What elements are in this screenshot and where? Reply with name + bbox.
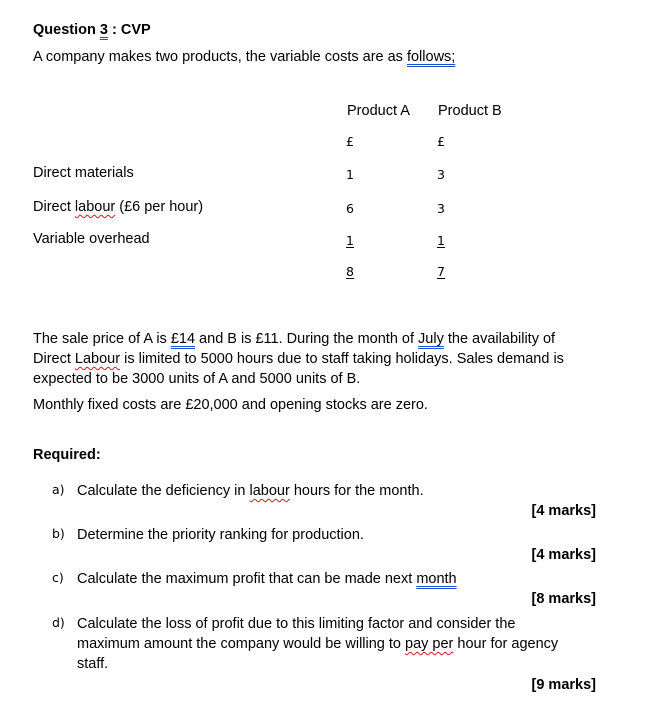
question-b-marks: [4 marks] <box>531 547 596 563</box>
currency-b: £ <box>437 134 445 149</box>
intro-text: A company makes two products, the variable costs are as follows; <box>33 49 456 65</box>
fixed-costs-paragraph: Monthly fixed costs are £20,000 and opening stocks are zero. <box>33 397 428 413</box>
question-c-text: Calculate the maximum profit that can be made next month <box>77 571 457 587</box>
question-c-letter: c) <box>52 570 64 585</box>
scenario-paragraph: The sale price of A is £14 and B is £11. During the month of July the availability of Direct Labour is limited to 5000 hours due to staff taking holidays. Sales demand is expected to be 3000 units of A and 5000 units of B. <box>33 331 564 387</box>
currency-a: £ <box>346 134 354 149</box>
row-1-b: 3 <box>437 201 445 216</box>
question-topic: CVP <box>120 22 151 38</box>
row-2-a: 1 <box>346 233 354 248</box>
total-b: 7 <box>437 264 445 279</box>
question-number: 3 <box>99 22 108 38</box>
question-b-letter: b) <box>52 526 65 541</box>
question-d-marks: [9 marks] <box>531 677 596 693</box>
row-0-b: 3 <box>437 167 445 182</box>
question-d-text: Calculate the loss of profit due to this limiting factor and consider the maximum amount the company would be willing to pay per hour for agency staff. <box>77 616 559 672</box>
column-header-product-a: Product A <box>347 103 410 119</box>
question-d-letter: d) <box>52 615 65 630</box>
row-2-b: 1 <box>437 233 445 248</box>
required-heading: Required: <box>33 447 101 463</box>
question-a-text: Calculate the deficiency in labour hours for the month. <box>77 483 424 499</box>
row-1-a: 6 <box>346 201 354 216</box>
row-label-direct-labour: Direct labour (£6 per hour) <box>33 199 204 215</box>
question-c-marks: [8 marks] <box>531 591 596 607</box>
question-title: Question 3 : CVP <box>33 22 151 38</box>
column-header-product-b: Product B <box>438 103 502 119</box>
row-label-variable-overhead: Variable overhead <box>33 231 150 247</box>
question-a-letter: a) <box>52 482 65 497</box>
question-b-text: Determine the priority ranking for production. <box>77 527 364 543</box>
intro-follows: follows; <box>406 49 456 65</box>
row-0-a: 1 <box>346 167 354 182</box>
question-a-marks: [4 marks] <box>531 503 596 519</box>
total-a: 8 <box>346 264 354 279</box>
row-label-direct-materials: Direct materials <box>33 165 134 181</box>
